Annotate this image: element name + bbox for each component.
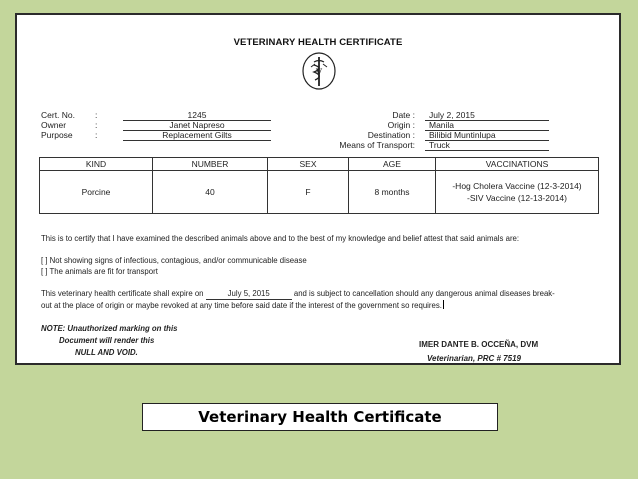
checklist-item: [ ] The animals are fit for transport: [41, 267, 158, 276]
certify-statement: This is to certify that I have examined the described animals above and to the best of my knowledge and belief attest that said animals are:: [41, 234, 520, 243]
slide-caption: Veterinary Health Certificate: [142, 403, 498, 431]
table-row: [40, 171, 599, 214]
cell-age: 8 months: [349, 171, 436, 214]
field-cert-no: Cert. No. : 1245: [41, 110, 281, 121]
svg-text:V: V: [315, 67, 323, 77]
field-purpose: Purpose : Replacement Gilts: [41, 130, 281, 141]
field-destination: Destination : Bilibid Muntinlupa: [307, 130, 597, 141]
origin-value: Manila: [425, 120, 549, 131]
header-kind: KIND: [40, 158, 153, 171]
signatory-title: Veterinarian, PRC # 7519: [427, 354, 521, 363]
header-age: AGE: [349, 158, 436, 171]
animal-table: [39, 157, 599, 214]
certificate-sheet: [15, 13, 621, 365]
date-value: July 2, 2015: [425, 110, 549, 121]
field-owner: Owner : Janet Napreso: [41, 120, 281, 131]
transport-value: Truck: [425, 140, 549, 151]
cell-number: 40: [153, 171, 268, 214]
cert-no-value: 1245: [123, 110, 271, 121]
veterinary-seal-icon: [300, 51, 338, 91]
field-origin: Origin : Manila: [307, 120, 597, 131]
text-cursor: [443, 300, 445, 309]
certificate-title: VETERINARY HEALTH CERTIFICATE: [233, 37, 403, 48]
header-sex: SEX: [268, 158, 349, 171]
cell-sex: F: [268, 171, 349, 214]
expiry-statement: This veterinary health certificate shall expire on July 5, 2015 and is subject to cancellation should any dangerous animal diseases break-: [41, 289, 555, 298]
expiry-statement-continued: out at the place of origin or maybe revoked at any time before said date if the interest of the government so requires.: [41, 300, 444, 312]
note-line: NOTE: Unauthorized marking on this: [41, 324, 178, 333]
expiry-date: July 5, 2015: [206, 289, 292, 300]
field-transport: Means of Transport: Truck: [307, 140, 597, 151]
note-line: Document will render this: [59, 336, 155, 345]
vaccination-item: -Hog Cholera Vaccine (12-3-2014): [452, 181, 582, 191]
checklist-item: [ ] Not showing signs of infectious, contagious, and/or communicable disease: [41, 256, 307, 265]
signatory-name: IMER DANTE B. OCCEÑA, DVM: [419, 340, 539, 349]
owner-value: Janet Napreso: [123, 120, 271, 131]
table-header-row: [40, 158, 599, 171]
purpose-value: Replacement Gilts: [123, 130, 271, 141]
cell-kind: Porcine: [40, 171, 153, 214]
header-number: NUMBER: [153, 158, 268, 171]
header-vaccinations: VACCINATIONS: [436, 158, 599, 171]
vaccination-item: -SIV Vaccine (12-13-2014): [466, 193, 567, 203]
cell-vaccinations: [436, 171, 599, 214]
note-line: NULL AND VOID.: [75, 348, 138, 357]
destination-value: Bilibid Muntinlupa: [425, 130, 549, 141]
field-date: Date : July 2, 2015: [307, 110, 597, 121]
